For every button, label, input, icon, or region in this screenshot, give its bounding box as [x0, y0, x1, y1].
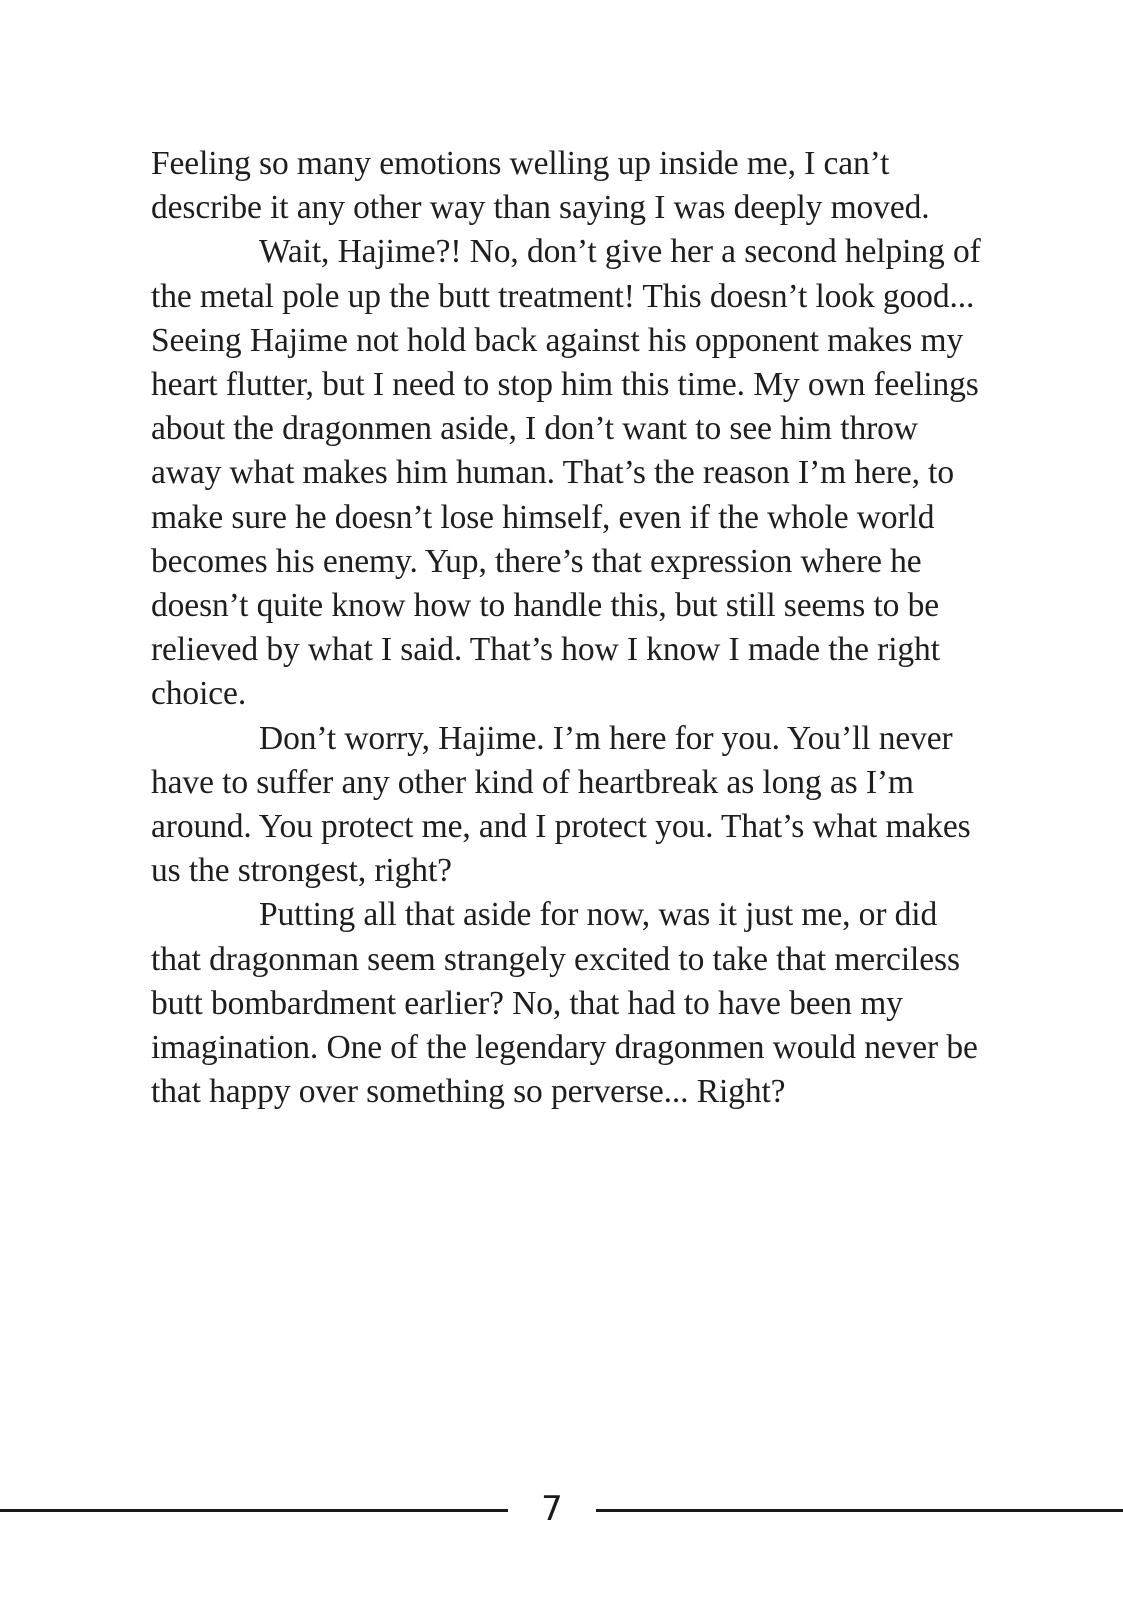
footer-rule-right — [596, 1509, 1123, 1512]
paragraph-4: Putting all that aside for now, was it just me, or did that dragonman seem strangely excited to take that merciless butt bombardment earlier? No, that had to have been my imagination. One of the legendary dragonmen would never be that happy over something so perverse... Right? — [151, 896, 978, 1111]
paragraph-3: Don’t worry, Hajime. I’m here for you. You’ll never have to suffer any other kind of heartbreak as long as I’m around. You protect me, and I protect you. That’s what makes us the strongest, right? — [151, 719, 971, 890]
paragraph-1: Feeling so many emotions welling up inside me, I can’t describe it any other way than saying I was deeply moved. — [151, 145, 930, 227]
body-text — [151, 142, 981, 1114]
footer-rule-left — [0, 1509, 508, 1512]
paragraph-2: Wait, Hajime?! No, don’t give her a second helping of the metal pole up the butt treatment! This doesn’t look good... Seeing Hajime not hold back against his opponent makes my heart flutter, but I need to stop him this time. My own feelings about the dragonmen aside, I don’t want to see him throw away what makes him human. That’s the reason I’m here, to make sure he doesn’t lose himself, even if the whole world becomes his enemy. Yup, there’s that expression where he doesn’t quite know how to handle this, but still seems to be relieved by what I said. That’s how I know I made the right choice. — [151, 233, 981, 713]
page-number: 7 — [541, 1489, 563, 1529]
